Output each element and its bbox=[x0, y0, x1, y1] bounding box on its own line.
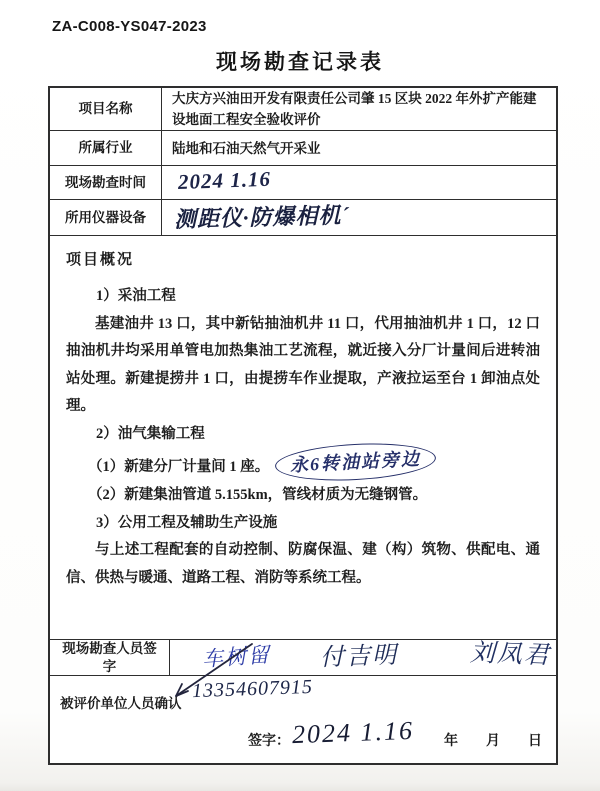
signature-date-line bbox=[50, 715, 556, 758]
overview-item-1: （1）新建分厂计量间 1 座。 bbox=[88, 458, 270, 475]
equipment-label: 所用仪器设备 bbox=[50, 200, 162, 235]
row-confirmation bbox=[50, 676, 556, 763]
surveyor-signature-area bbox=[170, 640, 556, 675]
survey-record-table bbox=[48, 86, 558, 765]
year-month-day-labels bbox=[416, 730, 542, 750]
handwritten-signature-1: 车树留 bbox=[201, 642, 272, 672]
equipment-value bbox=[162, 200, 556, 235]
overview-section-3-paragraph: 与上述工程配套的自动控制、防腐保温、建（构）筑物、供配电、通信、供热与暖通、道路工程、消防等系统工程。 bbox=[66, 542, 540, 586]
handwritten-signature-2: 付吉明 bbox=[319, 642, 399, 672]
row-project-name bbox=[50, 88, 556, 131]
overview-item-2: （2）新建集油管道 5.155km，管线材质为无缝钢管。 bbox=[88, 487, 428, 503]
day-label: 日 bbox=[528, 734, 542, 749]
survey-time-label: 现场勘查时间 bbox=[50, 166, 162, 199]
form-title: 现场勘查记录表 bbox=[216, 50, 384, 74]
month-label: 月 bbox=[486, 734, 500, 749]
handwritten-survey-date: 2024 1.16 bbox=[177, 166, 272, 194]
handwritten-circled-note: 永6转油站旁边 bbox=[274, 440, 437, 484]
overview-section-1-paragraph: 基建油井 13 口，其中新钻抽油机井 11 口，代用抽油机井 1 口，12 口抽油机井均采用单管电加热集油工艺流程，就近接入分厂计量间后进转油站处理。新建提捞井 1 口，由提捞车作业提取，产液拉运至台 1 卸油点处理。 bbox=[66, 315, 540, 414]
overview-section-1-title: 1）采油工程 bbox=[96, 288, 176, 304]
overview-section-3-title: 3）公用工程及辅助生产设施 bbox=[96, 514, 278, 531]
document-code: ZA-C008-YS047-2023 bbox=[52, 18, 207, 35]
survey-time-value bbox=[162, 166, 556, 199]
handwritten-signature-3: 刘凤君 bbox=[469, 639, 552, 670]
overview-heading: 项目概况 bbox=[66, 252, 135, 268]
row-surveyor-signatures bbox=[50, 640, 556, 676]
project-name-value: 大庆方兴油田开发有限责任公司肇 15 区块 2022 年外扩产能建设地面工程安全验收评价 bbox=[172, 91, 537, 127]
handwritten-confirmation-date: 2024 1.16 bbox=[291, 715, 415, 750]
row-project-overview bbox=[50, 236, 556, 640]
sign-here-label: 签字： bbox=[248, 734, 290, 749]
handwritten-equipment: 测距仪·防爆相机ˊ bbox=[173, 202, 351, 232]
overview-item-1-row bbox=[66, 448, 540, 482]
handwritten-phone-number: 13354607915 bbox=[191, 675, 314, 703]
row-industry bbox=[50, 131, 556, 166]
confirmation-label: 被评价单位人员确认 bbox=[60, 696, 182, 711]
project-name-label: 项目名称 bbox=[50, 88, 162, 130]
row-equipment bbox=[50, 200, 556, 236]
industry-value: 陆地和石油天然气开采业 bbox=[172, 140, 321, 156]
surveyor-signature-label: 现场勘查人员签字 bbox=[50, 640, 170, 675]
row-survey-time bbox=[50, 166, 556, 200]
project-overview-cell bbox=[50, 236, 556, 639]
industry-label: 所属行业 bbox=[50, 131, 162, 165]
overview-section-2-title: 2）油气集输工程 bbox=[96, 425, 205, 442]
year-label: 年 bbox=[444, 734, 458, 749]
